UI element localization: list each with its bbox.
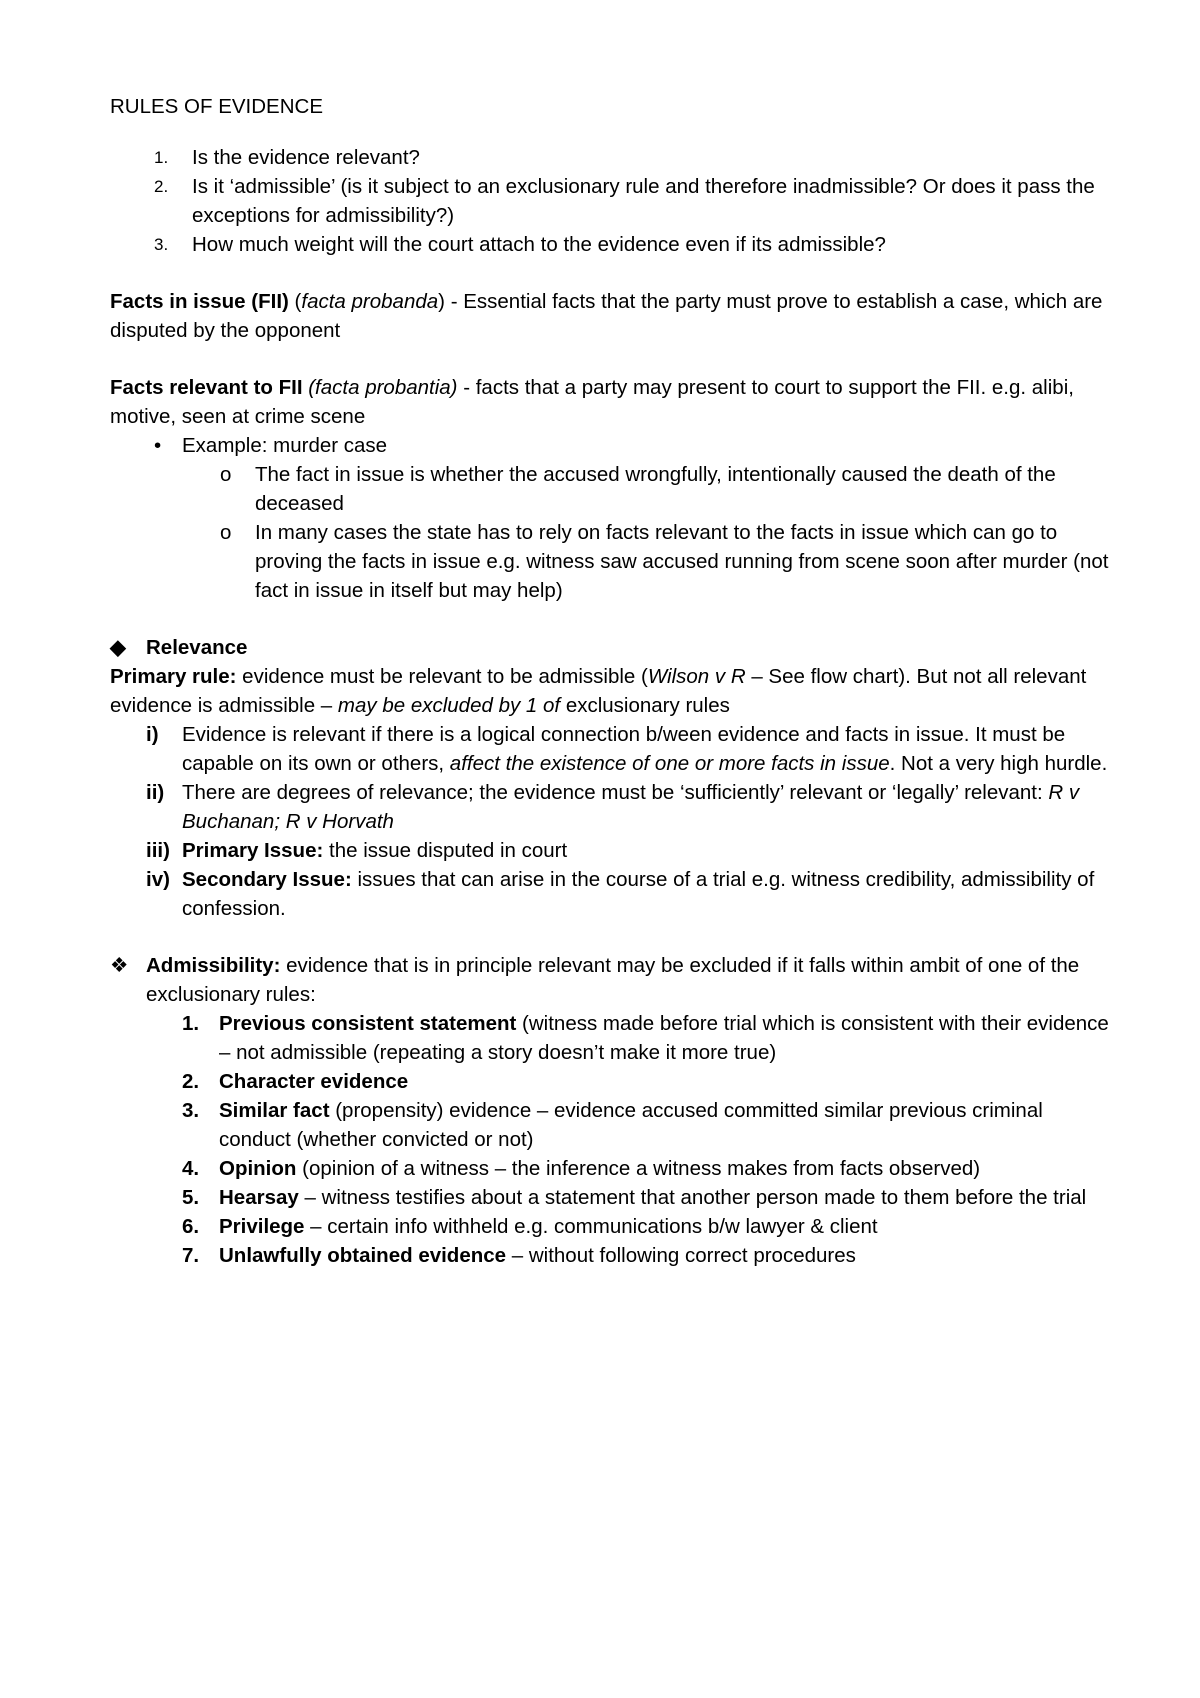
list-marker: ii) — [146, 781, 165, 804]
list-item — [110, 143, 1110, 172]
list-marker: i) — [146, 723, 159, 746]
bullet-item: • Example: murder case — [110, 431, 1110, 460]
list-item: 2. Character evidence — [182, 1070, 409, 1093]
relevance-item: iii) Primary Issue: the issue disputed in court — [110, 836, 1110, 865]
relevance-item: iv) Secondary Issue: issues that can arise in the course of a trial e.g. witness credibility, admissibility of confession. — [110, 865, 1110, 923]
list-number: 3. — [154, 235, 169, 254]
list-item: 3. Similar fact (propensity) evidence – evidence accused committed similar previous criminal conduct (whether convicted or not) — [182, 1099, 1043, 1151]
facts-in-issue-paragraph: Facts in issue (FII) (facta probanda) - Essential facts that the party must prove to establish a case, which are disputed by the opponent — [110, 290, 1103, 342]
circle-bullet-icon: o — [220, 463, 232, 486]
clover-bullet-icon: ❖ — [110, 954, 129, 977]
diamond-icon: ◆ — [110, 636, 126, 659]
facts-relevant-term: Facts relevant to FII — [110, 376, 303, 399]
sub-bullet-item: o The fact in issue is whether the accused wrongfully, intentionally caused the death of the deceased — [110, 460, 1110, 518]
bullet-icon: • — [154, 434, 162, 457]
relevance-heading: ◆ Relevance — [110, 633, 1110, 662]
relevance-item: ii) There are degrees of relevance; the evidence must be ‘sufficiently’ relevant or ‘legally’ relevant: R v Buchanan; R v Horvath — [110, 778, 1110, 836]
facts-relevant-paragraph — [110, 373, 1110, 431]
facts-in-issue-definition: - Essential facts that the party must prove to establish a case, which are disputed by the opponent — [110, 290, 1103, 342]
latin-term: facta probanda — [301, 290, 439, 313]
list-marker: iii) — [146, 839, 170, 862]
list-item: 7. Unlawfully obtained evidence – without following correct procedures — [182, 1244, 856, 1267]
primary-rule-paragraph: Primary rule: evidence must be relevant to be admissible (Wilson v R – See flow chart). But not all relevant evidence is admissible – may be excluded by 1 of exclusionary rules — [110, 665, 1087, 717]
circle-bullet-icon: o — [220, 521, 232, 544]
facts-relevant-definition: - facts that a party may present to court to support the FII. e.g. alibi, motive, seen at crime scene — [110, 376, 1074, 428]
list-item-text: How much weight will the court attach to the evidence even if its admissible? — [192, 233, 886, 256]
list-item: 4. Opinion (opinion of a witness – the inference a witness makes from facts observed) — [182, 1157, 981, 1180]
relevance-item: i) Evidence is relevant if there is a logical connection b/ween evidence and facts in issue. It must be capable on its own or others, affect the existence of one or more facts in issue. Not a very high hurdle. — [110, 720, 1110, 778]
list-item: 1. Previous consistent statement (witness made before trial which is consistent with their evidence – not admissible (repeating a story doesn’t make it more true) — [182, 1012, 1109, 1064]
list-number: 1. — [154, 148, 169, 167]
admissibility-paragraph: ❖ Admissibility: evidence that is in principle relevant may be excluded if it falls within ambit of one of the exclusionary rules: — [110, 951, 1110, 1009]
list-item — [110, 172, 1110, 230]
latin-term: (facta probantia) — [308, 376, 458, 399]
list-number: 2. — [154, 177, 169, 196]
list-item-text: Is the evidence relevant? — [192, 146, 420, 169]
facts-in-issue-term: Facts in issue (FII) — [110, 290, 289, 313]
exclusionary-rules-list — [110, 1009, 1110, 1270]
sub-bullet-item: o In many cases the state has to rely on facts relevant to the facts in issue which can go to proving the facts in issue e.g. witness saw accused running from scene soon after murder (not fact in issue in itself but may help) — [110, 518, 1110, 605]
list-item — [110, 230, 1110, 259]
list-item: 6. Privilege – certain info withheld e.g. communications b/w lawyer & client — [182, 1215, 878, 1238]
question-list — [110, 143, 1110, 259]
list-item-text: Is it ‘admissible’ (is it subject to an exclusionary rule and therefore inadmissible? Or does it pass the exceptions for admissibility?) — [192, 175, 1095, 227]
page-title: RULES OF EVIDENCE — [110, 95, 324, 118]
list-marker: iv) — [146, 868, 170, 891]
list-item: 5. Hearsay – witness testifies about a statement that another person made to them before the trial — [182, 1186, 1087, 1209]
